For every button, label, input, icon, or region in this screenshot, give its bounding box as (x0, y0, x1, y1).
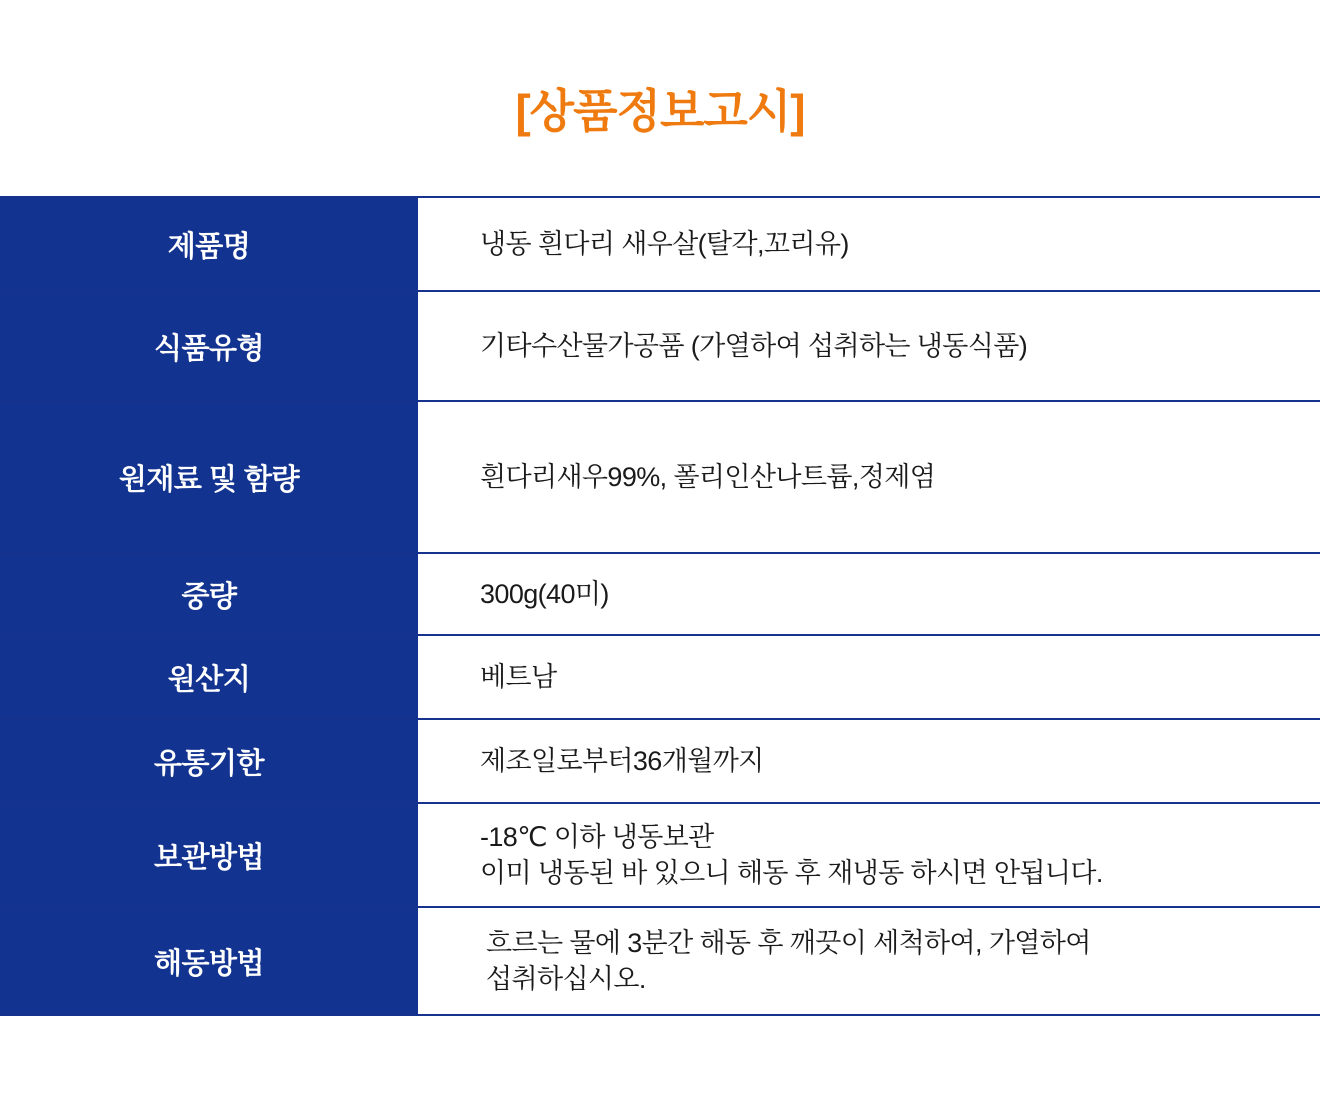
table-row (0, 401, 1320, 553)
row-value-weight (418, 553, 1320, 635)
value-line: 흰다리새우99%, 폴리인산나트륨,정제염 (480, 461, 936, 492)
row-label-origin: 원산지 (0, 635, 418, 719)
value-line: 기타수산물가공품 (가열하여 섭취하는 냉동식품) (480, 330, 1028, 361)
table-row (0, 197, 1320, 291)
value-line: -18℃ 이하 냉동보관 (480, 821, 714, 852)
row-label-weight: 중량 (0, 553, 418, 635)
row-value-ingredients (418, 401, 1320, 553)
table-row (0, 291, 1320, 401)
row-label-food-type: 식품유형 (0, 291, 418, 401)
row-label-product-name: 제품명 (0, 197, 418, 291)
row-value-origin (418, 635, 1320, 719)
table-row (0, 719, 1320, 803)
value-line: 베트남 (480, 661, 557, 692)
value-line: 300g(40미) (480, 578, 609, 609)
row-value-product-name (418, 197, 1320, 291)
row-value-thawing (418, 907, 1320, 1015)
value-line: 제조일로부터36개월까지 (480, 745, 764, 776)
row-label-ingredients: 원재료 및 함량 (0, 401, 418, 553)
table-row (0, 635, 1320, 719)
page-title: [상품정보고시] (515, 85, 805, 137)
product-info-table (0, 196, 1320, 1016)
row-label-expiry: 유통기한 (0, 719, 418, 803)
table-row (0, 803, 1320, 907)
table-row (0, 907, 1320, 1015)
value-line: 이미 냉동된 바 있으니 해동 후 재냉동 하시면 안됩니다. (480, 858, 1103, 888)
row-label-storage: 보관방법 (0, 803, 418, 907)
row-value-expiry (418, 719, 1320, 803)
row-value-food-type (418, 291, 1320, 401)
row-value-storage (418, 803, 1320, 907)
table-row (0, 553, 1320, 635)
value-line: 냉동 흰다리 새우살(탈각,꼬리유) (480, 228, 849, 259)
row-label-thawing: 해동방법 (0, 907, 418, 1015)
value-line: 흐르는 물에 3분간 해동 후 깨끗이 세척하여, 가열하여 (486, 927, 1091, 958)
value-line: 섭취하십시오. (486, 964, 646, 994)
